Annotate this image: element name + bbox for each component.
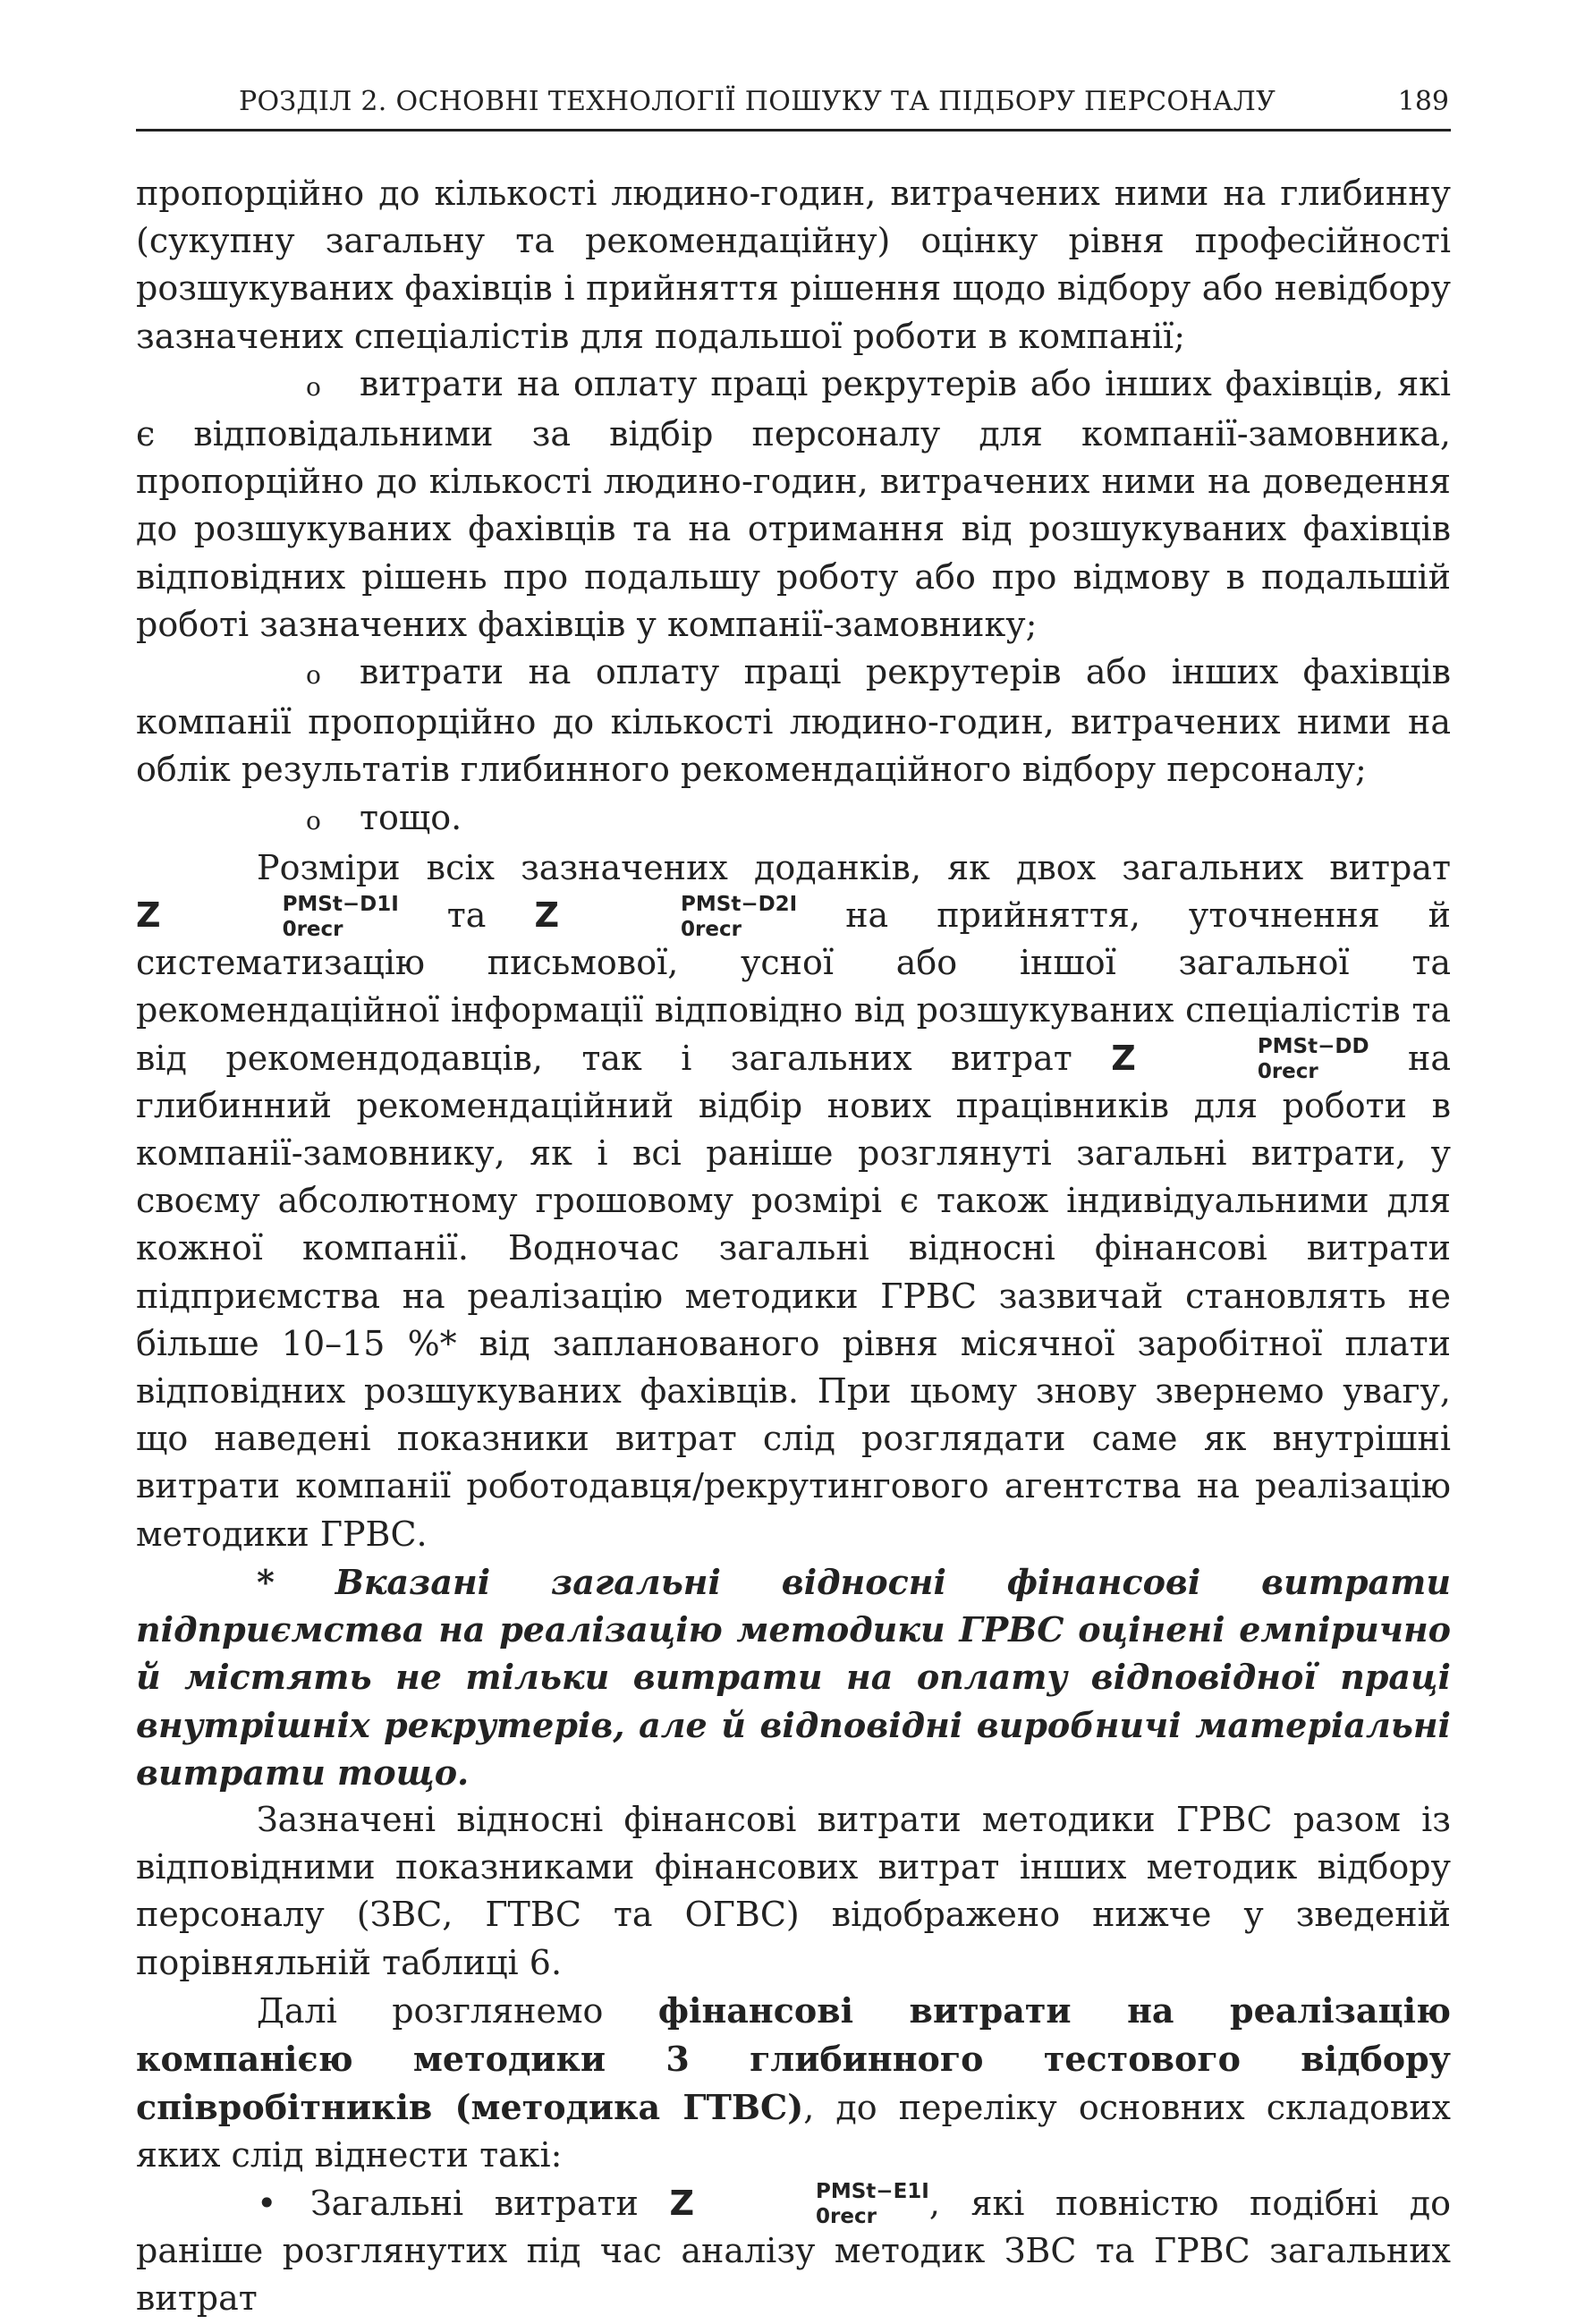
text-run: Далі розглянемо: [257, 1990, 604, 2031]
formula-base: Z: [669, 2183, 694, 2223]
list-item-recruiter-costs: [136, 360, 1451, 649]
formula-base: Z: [136, 895, 161, 936]
text-run: , до переліку основних складових яких слід віднести такі:: [136, 2088, 1451, 2176]
formula-superscript: PMSt−E1I: [816, 2180, 929, 2204]
formula-subscript: 0recr: [1257, 1060, 1318, 1084]
list-item-text: тощо.: [360, 797, 462, 837]
footnote: * Вказані загальні відносні фінансові витрати підприємства на реалізацію методики ГРВС оцінені емпірично й містять не тільки витрати на оплату відповідної праці внутрішніх рекрутерів, але й відповідні виробничі матеріальні витрати тощо.: [136, 1561, 1451, 1793]
paragraph-gtvs-intro: [136, 1987, 1451, 2180]
list-item-accounting-costs: [136, 649, 1451, 794]
bullet-marker: o: [306, 660, 321, 691]
list-item-general-costs: [136, 2180, 1451, 2323]
formula-z-d1: [136, 892, 399, 941]
list-item-text: витрати на оплату праці рекрутерів або інших фахівців компанії пропорційно до кількості людино-годин, витрачених ними на облік результатів глибинного рекомендаційного відбору персоналу;: [136, 652, 1451, 790]
running-header: [136, 86, 1451, 129]
text-run: Розміри всіх зазначених доданків, як двох загальних витрат: [257, 847, 1451, 887]
formula-superscript: PMSt−D1I: [282, 892, 399, 916]
bullet-dot-marker: •: [257, 2183, 277, 2223]
text-run: , які повністю подібні до раніше розглянутих під час аналізу методик ЗВС та ГРВС загальних витрат: [136, 2183, 1451, 2318]
text-run: на глибинний рекомендаційний відбір нових працівників для роботи в компанії-замовнику, як і всі раніше розглянуті загальні витрати, у своєму абсолютному грошовому розмірі є також індивідуальними для кожної компанії. Водночас загальні відносні фінансові витрати підприємства на реалізацію методики ГРВС зазвичай становлять не більше 10–15 %* від запланованого рівня місячної заробітної плати відповідних розшукуваних фахівців. При цьому знову звернемо увагу, що наведені показники витрат слід розглядати саме як внутрішні витрати компанії роботодавця/рекрутингового агентства на реалізацію методики ГРВС.: [136, 1038, 1451, 1554]
formula-superscript: PMSt−D2I: [681, 892, 798, 916]
formula-base: Z: [1111, 1038, 1136, 1078]
formula-subscript: 0recr: [681, 917, 742, 941]
header-divider: [136, 129, 1451, 131]
page-number: 189: [1397, 86, 1449, 117]
text-run: та: [446, 895, 487, 936]
list-item-text: витрати на оплату праці рекрутерів або інших фахівців, які є відповідальними за відбір персоналу для компанії-замовника, пропорційно до кількості людино-годин, витрачених ними на доведення до розшукуваних фахівців та на отримання від розшукуваних фахівців відповідних рішень про подальшу роботу або про відмову в подальшій роботі зазначених фахівців у компанії-замовнику;: [136, 363, 1451, 644]
formula-z-d2: [534, 892, 798, 941]
text-run: Загальні витрати: [310, 2183, 639, 2223]
bullet-marker: o: [306, 805, 321, 835]
paragraph-continuation: пропорційно до кількості людино-годин, витрачених ними на глибинну (сукупну загальну та рекомендаційну) оцінку рівня професійності розшукуваних фахівців і прийняття рішення щодо відбору або невідбору зазначених спеціалістів для подальшої роботи в компанії;: [136, 174, 1451, 356]
paragraph-comparison: Зазначені відносні фінансові витрати методики ГРВС разом із відповідними показниками фінансових витрат інших методик відбору персоналу (ЗВС, ГТВС та ОГВС) відображено нижче у зведеній порівняльній таблиці 6.: [136, 1799, 1451, 1982]
bold-text: фінансові витрати на реалізацію компанією методики 3 глибинного тестового відбору співробітників (методика ГТВС): [136, 1989, 1451, 2128]
formula-superscript: PMSt−DD: [1257, 1035, 1369, 1059]
formula-subscript: 0recr: [816, 2205, 877, 2229]
list-item-etc: [136, 794, 1451, 844]
formula-subscript: 0recr: [282, 917, 343, 941]
formula-base: Z: [534, 895, 560, 936]
formula-z-dd: [1111, 1035, 1369, 1084]
formula-z-e1: [669, 2180, 929, 2229]
page-body: [136, 170, 1451, 2322]
chapter-title: РОЗДІЛ 2. ОСНОВНІ ТЕХНОЛОГІЇ ПОШУКУ ТА ПІДБОРУ ПЕРСОНАЛУ: [239, 86, 1276, 117]
text-run: на прийняття, уточнення й систематизацію письмової, усної або іншої загальної та рекомендаційної інформації відповідно від розшукуваних спеціалістів та від рекомендодавців, так і загальних витрат: [136, 895, 1451, 1078]
paragraph-cost-sizes: [136, 844, 1451, 1558]
bullet-marker: o: [306, 371, 321, 402]
